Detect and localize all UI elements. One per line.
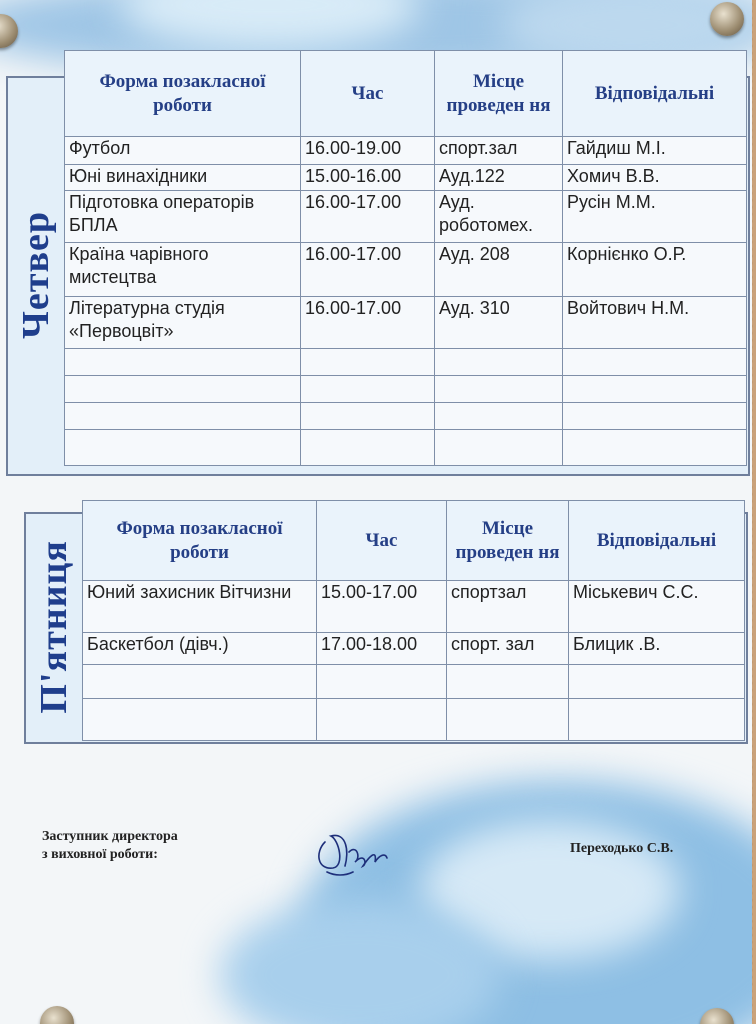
responsible-cell: Войтович Н.М. bbox=[563, 297, 747, 349]
table-row bbox=[83, 665, 745, 699]
responsible-cell: Русін М.М. bbox=[563, 191, 747, 243]
table-row bbox=[65, 297, 747, 349]
position-line-1: Заступник директора bbox=[42, 829, 178, 844]
thursday-day-label bbox=[8, 78, 64, 472]
activity-cell: Футбол bbox=[65, 137, 301, 165]
time-cell bbox=[301, 403, 435, 430]
header-place: Місце проведен ня bbox=[435, 51, 563, 137]
place-cell bbox=[447, 699, 569, 741]
header-responsible: Відповідальні bbox=[569, 501, 745, 581]
responsible-cell: Корнієнко О.Р. bbox=[563, 243, 747, 297]
place-cell: спортзал bbox=[447, 581, 569, 633]
time-cell: 16.00-17.00 bbox=[301, 243, 435, 297]
activity-cell bbox=[65, 403, 301, 430]
responsible-cell: Хомич В.В. bbox=[563, 165, 747, 191]
responsible-cell bbox=[569, 699, 745, 741]
place-cell: Ауд. 208 bbox=[435, 243, 563, 297]
friday-schedule-table bbox=[82, 500, 745, 741]
place-cell bbox=[435, 430, 563, 466]
table-row bbox=[65, 191, 747, 243]
responsible-cell bbox=[563, 349, 747, 376]
table-row bbox=[65, 243, 747, 297]
place-cell: Ауд.122 bbox=[435, 165, 563, 191]
time-cell bbox=[317, 699, 447, 741]
responsible-cell: Блицик .В. bbox=[569, 633, 745, 665]
activity-cell bbox=[83, 699, 317, 741]
activity-cell: Підготовка операторів БПЛА bbox=[65, 191, 301, 243]
responsible-cell: Міськевич С.С. bbox=[569, 581, 745, 633]
responsible-cell bbox=[569, 665, 745, 699]
place-cell: Ауд. 310 bbox=[435, 297, 563, 349]
time-cell: 15.00-17.00 bbox=[317, 581, 447, 633]
time-cell: 16.00-17.00 bbox=[301, 297, 435, 349]
place-cell bbox=[435, 403, 563, 430]
activity-cell: Літературна студія «Первоцвіт» bbox=[65, 297, 301, 349]
activity-cell: Баскетбол (дівч.) bbox=[83, 633, 317, 665]
responsible-cell: Гайдиш М.І. bbox=[563, 137, 747, 165]
place-cell bbox=[435, 349, 563, 376]
responsible-cell bbox=[563, 430, 747, 466]
activity-cell bbox=[65, 349, 301, 376]
table-row bbox=[83, 699, 745, 741]
director-name: Переходько С.В. bbox=[570, 841, 674, 856]
time-cell: 16.00-19.00 bbox=[301, 137, 435, 165]
table-row bbox=[65, 137, 747, 165]
time-cell bbox=[301, 376, 435, 403]
time-cell: 15.00-16.00 bbox=[301, 165, 435, 191]
activity-cell bbox=[83, 665, 317, 699]
table-row bbox=[83, 633, 745, 665]
friday-day-text: П'ятниця bbox=[33, 540, 75, 714]
place-cell bbox=[435, 376, 563, 403]
header-responsible: Відповідальні bbox=[563, 51, 747, 137]
activity-cell bbox=[65, 376, 301, 403]
pushpin-icon bbox=[40, 1006, 74, 1024]
time-cell bbox=[301, 349, 435, 376]
position-line-2: з виховної роботи: bbox=[42, 847, 158, 862]
place-cell: спорт. зал bbox=[447, 633, 569, 665]
thursday-day-text: Четвер bbox=[15, 211, 57, 339]
friday-day-label bbox=[26, 514, 82, 740]
header-place: Місце проведен ня bbox=[447, 501, 569, 581]
header-activity: Форма позакласної роботи bbox=[65, 51, 301, 137]
place-cell bbox=[447, 665, 569, 699]
pushpin-icon bbox=[710, 2, 744, 36]
handwritten-signature bbox=[305, 822, 405, 884]
header-time: Час bbox=[317, 501, 447, 581]
activity-cell: Країна чарівного мистецтва bbox=[65, 243, 301, 297]
header-time: Час bbox=[301, 51, 435, 137]
time-cell: 17.00-18.00 bbox=[317, 633, 447, 665]
table-row bbox=[65, 403, 747, 430]
header-activity: Форма позакласної роботи bbox=[83, 501, 317, 581]
table-row bbox=[65, 165, 747, 191]
activity-cell bbox=[65, 430, 301, 466]
time-cell bbox=[301, 430, 435, 466]
time-cell bbox=[317, 665, 447, 699]
responsible-cell bbox=[563, 376, 747, 403]
signature-position bbox=[42, 828, 178, 864]
place-cell: Ауд. роботомех. bbox=[435, 191, 563, 243]
time-cell: 16.00-17.00 bbox=[301, 191, 435, 243]
table-row bbox=[83, 581, 745, 633]
table-row bbox=[65, 430, 747, 466]
thursday-schedule-table bbox=[64, 50, 747, 466]
activity-cell: Юні винахідники bbox=[65, 165, 301, 191]
table-row bbox=[65, 376, 747, 403]
place-cell: спорт.зал bbox=[435, 137, 563, 165]
responsible-cell bbox=[563, 403, 747, 430]
activity-cell: Юний захисник Вітчизни bbox=[83, 581, 317, 633]
table-row bbox=[65, 349, 747, 376]
